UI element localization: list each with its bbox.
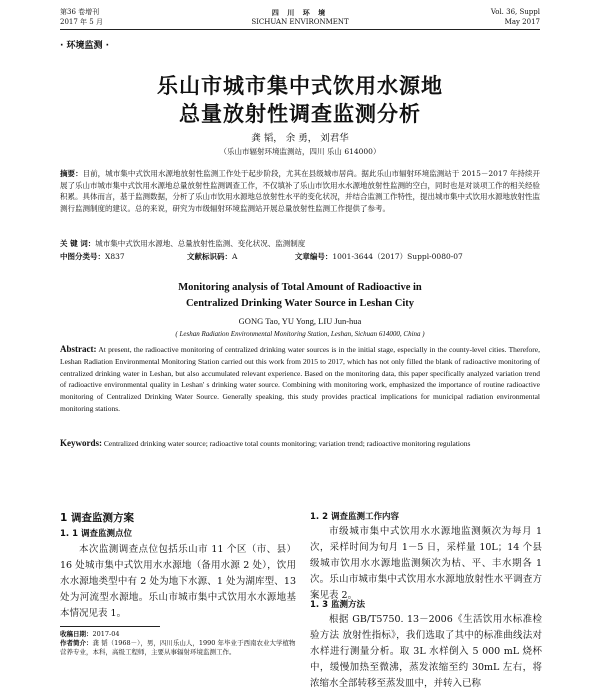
received-value: 2017-04	[92, 630, 120, 638]
header-journal-en: SICHUAN ENVIRONMENT	[251, 18, 349, 26]
abstract-en	[60, 344, 540, 415]
abstract-cn-label: 摘要：	[60, 169, 83, 178]
authors-cn: 龚 韬， 余 勇， 刘君华	[251, 133, 349, 144]
abstract-cn-text: 目前，城市集中式饮用水源地放射性监测工作处于起步阶段，尤其在县级城市居尚。据此乐山市辐射环境监测站于 2015－2017 年持续开展了乐山市城市集中式饮用水源地总量放射性监测调查工作，不仅填补了乐山市饮用水水源地放射性监测的空白，同时也是对谈项工作的相关经验积累。具体而言，基于监测数据，分析了乐山市饮用水源地总放射性水平的变化状况，并结合监测工作特性，提出城市集中式饮用水源地放射性监测行监测制度的建议。总的来说，研究为市级辐射环境监测站开展总量放射性监测工作提供了参考。	[60, 169, 540, 213]
section-tag: · 环境监测 ·	[60, 41, 110, 51]
header-journal-cn: 四 川 环 境	[271, 8, 329, 17]
abstract-en-text: At present, the radioactive monitoring of centralized drinking water sources is in the initial stage, especially in the county-level cities. Therefore, Leshan Radiation Environmental Monitoring Station carried out this work from 2015 to 2017, which has not only filled the blank of radioactive monitoring of centralized drinking water in Leshan, but also accumulated relevant experience. Based on the monitoring data, this paper specifically analyzed variation trend of radioactive environmental quality in Leshan' s drinking water source. Combining with monitoring work, emphasized the importance of routine radioactive monitoring of Centralized Drinking Water Source. Generally speaking, this study provides practical implications for municipal radiation environmental monitoring stations.	[60, 345, 541, 413]
keywords-cn	[60, 238, 540, 250]
clc-label: 中图分类号：	[60, 252, 105, 261]
footnote-received	[60, 630, 296, 639]
section1-2-text: 市级城市集中式饮用水水源地监测频次为每月 1 次，采样时间为旬月 1－5 日，采样量 10L；14 个县级城市饮用水水源地监测频次为枯、平、丰水期各 1 次。乐山市城市集中式饮用水水源地放射性水平调查方案见表 2。	[310, 526, 542, 601]
header-volume-en: Vol. 36, Suppl	[490, 8, 540, 16]
footnote-rule	[60, 626, 160, 627]
affiliation-en: ( Leshan Radiation Environmental Monitoring Station, Leshan, Sichuan 614000, China )	[175, 330, 425, 338]
author-bio-label: 作者简介：	[60, 639, 93, 647]
author-bio-text: 龚 韬（1968－），男，四川乐山人，1990 年毕业于西南农业大学植物营养专业，本科，高级工程师，主要从事辐射环境监测工作。	[60, 639, 296, 656]
keywords-cn-text: 城市集中式饮用水源地、总量放射性监测、变化状况、监测制度	[95, 239, 306, 248]
classification-line	[60, 251, 540, 263]
keywords-en	[60, 438, 540, 450]
clc-value: X837	[105, 252, 125, 261]
footnote	[60, 630, 296, 657]
keywords-cn-label: 关 键 词：	[60, 239, 96, 248]
keywords-en-text: Centralized drinking water source; radioactive total counts monitoring; variation trend; radioactive monitoring regulations	[103, 439, 471, 448]
received-label: 收稿日期：	[60, 630, 93, 638]
footnote-author	[60, 639, 296, 657]
keywords-en-label: Keywords:	[60, 438, 102, 448]
section1-1-text: 本次监测调查点位包括乐山市 11 个区（市、县）16 处城市集中式饮用水水源地（备用水源 2 处），饮用水水源地类型中有 2 处为地下水源、1 处为湖库型、13 处为河流型水源地。乐山市城市集中式饮用水水源地基本情况见表 1。	[60, 544, 296, 619]
header-date-en: May 2017	[504, 18, 540, 26]
section1-1-heading: 1. 1 调查监测点位	[60, 529, 132, 539]
section1-heading: 1 调查监测方案	[60, 512, 134, 524]
title-cn-line1: 乐山市城市集中式饮用水源地	[157, 74, 443, 98]
section1-3-heading: 1. 3 监测方法	[310, 600, 365, 610]
header-date: 2017 年 5 月	[60, 18, 103, 26]
authors-en: GONG Tao, YU Yong, LIU Jun-hua	[238, 316, 362, 326]
abstract-cn	[60, 168, 540, 214]
header-divider	[60, 29, 540, 30]
doc-code-label: 文献标识码：	[187, 252, 233, 261]
title-cn-line2: 总量放射性调查监测分析	[179, 102, 421, 126]
article-id-value: 1001-3644（2017）Suppl-0080-07	[332, 252, 463, 261]
affiliation-cn: （乐山市辐射环境监测站，四川 乐山 614000）	[219, 147, 381, 156]
header-volume: 第36 卷增刊	[60, 8, 100, 16]
section1-2-heading: 1. 2 调查监测工作内容	[310, 512, 399, 522]
abstract-en-label: Abstract:	[60, 344, 97, 354]
title-en-line2: Centralized Drinking Water Source in Leshan City	[185, 298, 415, 309]
title-en-line1: Monitoring analysis of Total Amount of Radioactive in	[178, 282, 422, 293]
section1-3-text: 根据 GB/T5750. 13－2006《生活饮用水标准检验方法 放射性指标》，我们选取了其中的标准曲线法对水样进行测量分析。取 3L 水样倒入 5 000 mL 烧杯中，缓慢加热至微沸，蒸发浓缩至约 30mL 左右，将浓缩水全部转移至蒸发皿中，并转入已称	[310, 614, 542, 689]
article-id-label: 文章编号：	[294, 252, 333, 261]
doc-code-value: A	[232, 252, 238, 261]
